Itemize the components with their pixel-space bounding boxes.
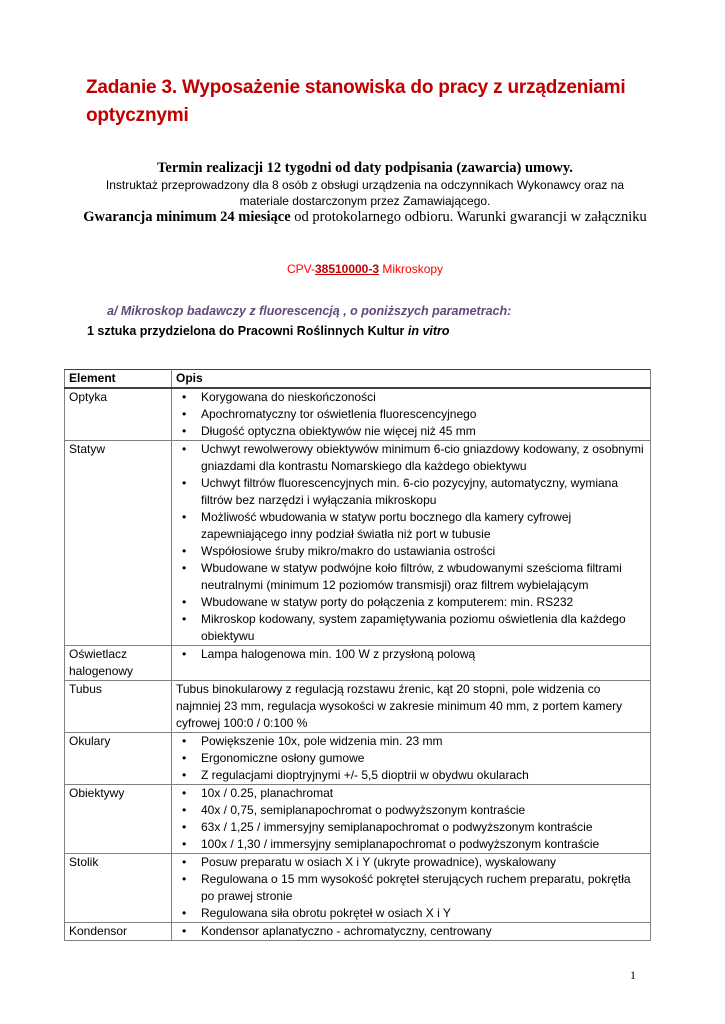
list-item: • Regulowana o 15 mm wysokość pokręteł sterujących ruchem preparatu, pokrętła po prawej stronie (201, 871, 646, 905)
guarantee-rest: od protokolarnego odbioru. Warunki gwarancji w załączniku (290, 209, 647, 225)
row-element: Tubus (65, 681, 172, 733)
assignment-main: 1 sztuka przydzielona do Pracowni Roślinnych Kultur (87, 324, 408, 338)
table-row (65, 923, 651, 941)
row-element: Okulary (65, 733, 172, 785)
row-element: Obiektywy (65, 785, 172, 854)
table-row (65, 681, 651, 733)
row-element: Stolik (65, 854, 172, 923)
header-description: Opis (172, 370, 651, 389)
instruction-text: Instruktaż przeprowadzony dla 8 osób z obsługi urządzenia na odczynnikach Wykonawcy oraz na materiale dostarczonym przez Zamawiającego. (105, 178, 625, 208)
row-element: Kondensor (65, 923, 172, 941)
specification-table (64, 369, 651, 941)
table-row (65, 785, 651, 854)
table-row (65, 854, 651, 923)
cpv-code-link[interactable]: 38510000-3 (314, 262, 380, 276)
row-description: Tubus binokularowy z regulacją rozstawu źrenic, kąt 20 stopni, pole widzenia co najmniej 23 mm, regulacja wysokości w zakresie minimum 40 mm, z portem kamery cyfrowej 100:0 / 0:100 % (172, 681, 651, 733)
row-element: Oświetlacz halogenowy (65, 646, 172, 681)
cpv-prefix: CPV- (286, 262, 315, 276)
list-item: • 40x / 0,75, semiplanapochromat o podwyższonym kontraście (201, 802, 646, 819)
row-element: Optyka (65, 388, 172, 441)
section-subheading: a/ Mikroskop badawczy z fluorescencją , o poniższych parametrach: (107, 304, 512, 318)
row-description (172, 388, 651, 441)
guarantee-bold: Gwarancja minimum 24 miesiące (83, 209, 291, 225)
table-row (65, 733, 651, 785)
list-item: • 63x / 1,25 / immersyjny semiplanapochromat o podwyższonym kontraście (201, 819, 646, 836)
table-row (65, 646, 651, 681)
page-number: 1 (630, 968, 636, 982)
list-item: • Wbudowane w statyw porty do połączenia z komputerem: min. RS232 (201, 594, 646, 611)
list-item: • Uchwyt filtrów fluorescencyjnych min. 6-cio pozycyjny, automatyczny, wymiana filtrów bez narzędzi i wyłączania mikroskopu (201, 475, 646, 509)
row-description (172, 854, 651, 923)
cpv-line (80, 262, 650, 276)
row-element: Statyw (65, 441, 172, 646)
assignment-italic: in vitro (407, 324, 450, 338)
list-item: • Korygowana do nieskończoności (201, 389, 646, 406)
document-title: Zadanie 3. Wyposażenie stanowiska do pracy z urządzeniami optycznymi (86, 77, 626, 126)
list-item: • Powiększenie 10x, pole widzenia min. 23 mm (201, 733, 646, 750)
table-row (65, 441, 651, 646)
cpv-suffix: Mikroskopy (379, 262, 444, 276)
list-item: • Wbudowane w statyw podwójne koło filtrów, z wbudowanymi sześcioma filtrami neutralnymi (minimum 12 poziomów transmisji) oraz filtrem wybielającym (201, 560, 646, 594)
list-item: • 10x / 0.25, planachromat (201, 785, 646, 802)
list-item: • 100x / 1,30 / immersyjny semiplanapochromat o podwyższonym kontraście (201, 836, 646, 853)
header-element: Element (65, 370, 172, 389)
list-item: • Posuw preparatu w osiach X i Y (ukryte prowadnice), wyskalowany (201, 854, 646, 871)
row-description (172, 646, 651, 681)
deadline-text: Termin realizacji 12 tygodni od daty podpisania (zawarcia) umowy. (157, 160, 573, 176)
list-item: • Lampa halogenowa min. 100 W z przysłoną polową (201, 646, 646, 663)
list-item: • Apochromatyczny tor oświetlenia fluorescencyjnego (201, 406, 646, 423)
row-description (172, 733, 651, 785)
list-item: • Mikroskop kodowany, system zapamiętywania poziomu oświetlenia dla każdego obiektywu (201, 611, 646, 645)
list-item: • Kondensor aplanatyczno - achromatyczny, centrowany (201, 923, 646, 940)
table-header-row (65, 370, 651, 389)
row-description (172, 785, 651, 854)
table-row (65, 388, 651, 441)
list-item: • Długość optyczna obiektywów nie więcej niż 45 mm (201, 423, 646, 440)
row-description (172, 441, 651, 646)
list-item: • Możliwość wbudowania w statyw portu bocznego dla kamery cyfrowej zapewniającego inny podział światła niż port w tubusie (201, 509, 646, 543)
list-item: • Współosiowe śruby mikro/makro do ustawiania ostrości (201, 543, 646, 560)
list-item: • Z regulacjami dioptryjnymi +/- 5,5 dioptrii w obydwu okularach (201, 767, 646, 784)
list-item: • Ergonomiczne osłony gumowe (201, 750, 646, 767)
list-item: • Uchwyt rewolwerowy obiektywów minimum 6-cio gniazdowy kodowany, z osobnymi gniazdami dla kontrastu Nomarskiego dla każdego obiektywu (201, 441, 646, 475)
row-description (172, 923, 651, 941)
assignment-text (87, 324, 450, 338)
guarantee-text (80, 209, 650, 226)
list-item: • Regulowana siła obrotu pokręteł w osiach X i Y (201, 905, 646, 922)
